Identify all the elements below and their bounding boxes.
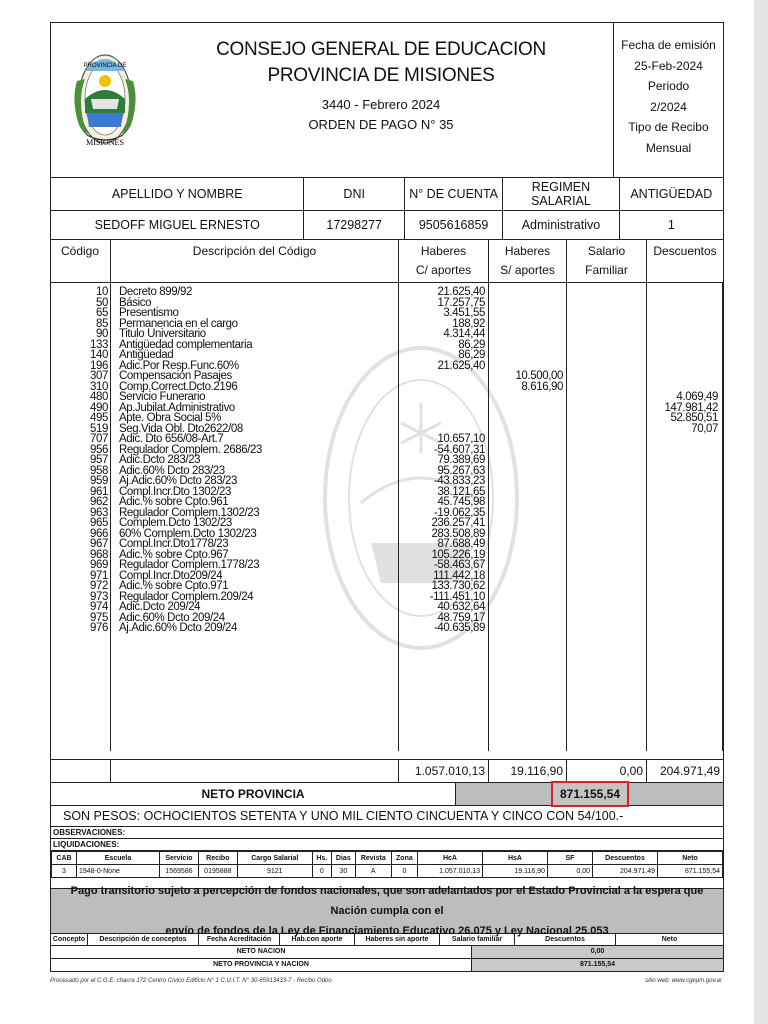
item-haberes-sin-aportes	[489, 550, 563, 561]
item-code: 959	[90, 475, 108, 487]
item-code: 968	[90, 548, 108, 561]
item-haberes-sin-aportes: 8.616,90	[521, 380, 563, 393]
item-description: Antigüedad complementaria	[119, 338, 253, 351]
item-descuento	[647, 623, 718, 634]
item-description: Adic.% sobre Cpto.961	[119, 496, 229, 508]
item-haberes-sin-aportes	[489, 350, 563, 361]
hca-column	[399, 283, 489, 751]
document-footer	[50, 978, 722, 984]
item-code: 965	[90, 517, 108, 529]
item-code: 10	[96, 286, 108, 298]
item-description: Seg.Vida Obl. Dto2622/08	[119, 422, 243, 435]
item-description: Ap.Jubilat.Administrativo	[119, 401, 235, 414]
item-description: Adic.Dcto 209/24	[119, 601, 201, 613]
pago-transitorio-notice	[51, 885, 723, 937]
item-description: Complem.Dcto 1302/23	[119, 517, 232, 529]
item-descuento	[647, 581, 718, 592]
total-sf: 0,00	[567, 760, 647, 782]
item-haberes-con-aportes: -43.833,23	[434, 475, 485, 487]
item-haberes-con-aportes: -111.451,10	[429, 590, 485, 603]
item-haberes-con-aportes: 48.759,17	[437, 611, 485, 624]
item-descuento	[647, 287, 718, 298]
neto-provincia-nacion-value: 871.155,54	[472, 959, 723, 971]
hsa-column	[489, 283, 567, 751]
item-description: Adic.% sobre Cpto.971	[119, 580, 229, 592]
regime-header: REGIMEN SALARIAL	[503, 178, 619, 210]
item-code: 958	[90, 464, 108, 477]
item-haberes-sin-aportes	[489, 287, 563, 298]
pago-transitorio-line1: Pago transitorio sujeto a percepción de fondos nacionales, que son adelantados por el Estado Provincial a la espera que Nación cumpla con el	[70, 885, 704, 917]
item-code: 963	[90, 506, 108, 519]
item-description: Permanencia en el cargo	[119, 317, 238, 330]
item-code: 971	[90, 569, 108, 582]
item-descuento	[647, 571, 718, 582]
item-code: 490	[90, 401, 108, 414]
col-hca: Haberes C/ aportes	[399, 240, 489, 282]
item-code: 967	[90, 538, 108, 550]
item-haberes-con-aportes	[399, 413, 485, 424]
item-description: Adic.60% Dcto 283/23	[119, 464, 225, 477]
item-descuento	[647, 455, 718, 466]
item-descuento	[647, 508, 718, 519]
item-haberes-sin-aportes	[489, 592, 563, 603]
item-description: 60% Complem.Dcto 1302/23	[119, 527, 257, 540]
item-haberes-con-aportes: 87.688,49	[437, 538, 485, 550]
item-descuento	[647, 298, 718, 309]
item-code: 310	[90, 380, 108, 393]
item-haberes-con-aportes: -40.635,89	[434, 622, 485, 634]
payslip-document	[50, 22, 724, 972]
seniority-header: ANTIGÜEDAD	[630, 187, 713, 201]
neto-provincia-label: NETO PROVINCIA	[51, 783, 456, 805]
item-haberes-con-aportes: 236.257,41	[431, 517, 485, 529]
item-description: Adic.% sobre Cpto.967	[119, 548, 229, 561]
org-title: CONSEJO GENERAL DE EDUCACION	[216, 39, 546, 60]
item-haberes-con-aportes: 17.257,75	[437, 296, 485, 309]
item-haberes-con-aportes: 86,29	[458, 338, 485, 351]
item-haberes-con-aportes: 10.657,10	[437, 433, 485, 445]
item-descuento	[647, 529, 718, 540]
item-code: 85	[96, 317, 108, 330]
name-header: APELLIDO Y NOMBRE	[51, 178, 304, 210]
employee-regime: Administrativo	[503, 211, 619, 239]
item-haberes-con-aportes: -54.607,31	[434, 443, 485, 456]
item-haberes-sin-aportes	[489, 476, 563, 487]
item-haberes-sin-aportes	[489, 623, 563, 634]
neto-provincia-nacion-label: NETO PROVINCIA Y NACION	[51, 959, 472, 971]
item-code: 196	[90, 359, 108, 372]
item-haberes-sin-aportes	[489, 424, 563, 435]
item-descuento	[647, 361, 718, 372]
liquidaciones-table	[51, 851, 723, 878]
item-descuento	[647, 308, 718, 319]
item-descuento	[647, 550, 718, 561]
item-description: Apte. Obra Social 5%	[119, 412, 221, 424]
item-descuento	[647, 319, 718, 330]
item-code: 707	[90, 433, 108, 445]
liquidaciones-data-row: 3 1948-0-None 1569586 0195888 9121 0 30 A 0 1.057.010,13 19.116,90 0,00 204.971,49 871.155,54	[52, 865, 723, 878]
neto-provincia-nacion-row	[51, 959, 723, 972]
item-description: Regulador Complem.1302/23	[119, 506, 260, 519]
neto-nacion-value: 0,00	[472, 946, 723, 958]
item-haberes-con-aportes: -19.062,35	[434, 506, 485, 519]
period-value: 2/2024	[650, 99, 687, 114]
item-haberes-sin-aportes	[489, 308, 563, 319]
item-descuento	[647, 539, 718, 550]
item-descuento: 52.850,51	[670, 412, 718, 424]
employee-account: 9505616859	[405, 211, 503, 239]
descuentos-column	[647, 283, 723, 751]
issue-date-label: Fecha de emisión	[621, 38, 716, 52]
item-haberes-con-aportes: -58.463,67	[434, 559, 485, 571]
observaciones-label: OBSERVACIONES:	[51, 827, 723, 839]
col-descuentos: Descuentos	[653, 244, 717, 258]
employee-seniority: 1	[667, 218, 675, 232]
item-haberes-sin-aportes: 10.500,00	[515, 370, 563, 382]
amount-in-words: SON PESOS: OCHOCIENTOS SETENTA Y UNO MIL CIENTO CINCUENTA Y CINCO CON 54/100.-	[51, 806, 723, 827]
codes-column	[51, 283, 111, 751]
item-haberes-con-aportes: 21.625,40	[437, 286, 485, 298]
item-code: 519	[90, 422, 108, 435]
item-descuento	[647, 497, 718, 508]
descriptions-column	[111, 283, 399, 751]
item-haberes-con-aportes: 4.314,44	[443, 328, 485, 340]
item-descuento	[647, 329, 718, 340]
item-haberes-sin-aportes	[489, 487, 563, 498]
item-haberes-sin-aportes	[489, 403, 563, 414]
item-haberes-con-aportes: 40.632,64	[437, 601, 485, 613]
item-haberes-sin-aportes	[489, 497, 563, 508]
item-haberes-sin-aportes	[489, 571, 563, 582]
header-title-block	[211, 37, 551, 135]
item-descuento	[647, 560, 718, 571]
col-codigo: Código	[51, 240, 111, 282]
col-salario-familiar: Salario Familiar	[567, 240, 647, 282]
receipt-type-value: Mensual	[645, 140, 692, 155]
item-haberes-con-aportes: 188,92	[452, 317, 485, 330]
item-haberes-con-aportes: 111.442,18	[433, 569, 485, 582]
item-descuento: 70,07	[691, 422, 718, 435]
issue-info	[613, 23, 723, 177]
item-code: 480	[90, 391, 108, 403]
seal-bottom-text: MISIONES	[86, 138, 124, 147]
neto-nacion-row	[51, 946, 723, 959]
pago-transitorio-line2: envío de fondos de la Ley de Financiamiento Educativo 26.075 y Ley Nacional 25.053	[165, 925, 609, 937]
item-descuento	[647, 445, 718, 456]
item-description: Regulador Complem. 2686/23	[119, 443, 263, 456]
item-code: 969	[90, 559, 108, 571]
employee-name: SEDOFF MIGUEL ERNESTO	[51, 211, 304, 239]
items-column-headers	[51, 240, 723, 282]
item-description: Regulador Complem.209/24	[119, 590, 254, 603]
item-descuento: 4.069,49	[676, 391, 718, 403]
item-code: 307	[90, 370, 108, 382]
item-descuento	[647, 487, 718, 498]
item-code: 140	[90, 349, 108, 361]
items-body	[51, 282, 723, 751]
item-code: 957	[90, 454, 108, 466]
item-description: Adic.Por Resp.Func.60%	[119, 359, 239, 372]
item-description: Titulo Universitario	[119, 328, 206, 340]
total-hca: 1.057.010,13	[399, 760, 489, 782]
col-descripcion: Descripción del Código	[111, 240, 399, 282]
item-description: Compl.Incr.Dto 1302/23	[119, 485, 232, 498]
province-title: PROVINCIA DE MISIONES	[267, 65, 495, 86]
liquidaciones-header-row: CAB Escuela Servicio Recibo Cargo Salarial Hs. Dias Revista Zona HcA HsA SF Descuentos Neto	[52, 852, 723, 865]
dni-header: DNI	[304, 178, 404, 210]
period-label: Periodo	[647, 79, 690, 93]
item-descuento	[647, 518, 718, 529]
totals-row	[51, 759, 723, 783]
item-haberes-sin-aportes	[489, 445, 563, 456]
payslip-header	[51, 22, 723, 178]
item-description: Adic. Dto 656/08-Art.7	[119, 433, 224, 445]
neto-provincia-value: 871.155,54	[551, 781, 629, 807]
item-code: 133	[90, 338, 108, 351]
item-haberes-con-aportes	[399, 371, 485, 382]
employee-header-row	[51, 178, 723, 211]
item-haberes-con-aportes: 38.121,65	[437, 485, 485, 498]
item-description: Básico	[119, 296, 152, 309]
item-code: 976	[90, 622, 108, 634]
item-haberes-con-aportes	[399, 392, 485, 403]
employee-dni: 17298277	[304, 211, 404, 239]
sf-column	[567, 283, 647, 751]
item-haberes-con-aportes: 95.267,63	[437, 464, 485, 477]
col-hsa: Haberes S/ aportes	[489, 240, 567, 282]
item-haberes-sin-aportes	[489, 613, 563, 624]
item-descuento: 147.981,42	[664, 401, 718, 414]
liquidaciones-label: LIQUIDACIONES:	[51, 839, 723, 851]
item-code: 90	[96, 328, 108, 340]
item-descuento	[647, 602, 718, 613]
neto-provincia-row	[51, 783, 723, 806]
item-descuento	[647, 434, 718, 445]
item-haberes-sin-aportes	[489, 508, 563, 519]
item-haberes-sin-aportes	[489, 581, 563, 592]
item-description: Decreto 899/92	[119, 286, 193, 298]
item-description: Aj.Adic.60% Dcto 209/24	[119, 622, 238, 634]
item-haberes-con-aportes: 21.625,40	[437, 359, 485, 372]
item-haberes-con-aportes	[399, 382, 485, 393]
item-code: 974	[90, 601, 108, 613]
footer-website: sitio web: www.cgepm.gov.ar	[645, 978, 722, 984]
item-description: Adic.Dcto 283/23	[119, 454, 201, 466]
item-description: Regulador Complem.1778/23	[119, 559, 260, 571]
item-description: Aj.Adic.60% Dcto 283/23	[119, 475, 238, 487]
item-code: 962	[90, 496, 108, 508]
item-haberes-con-aportes: 86,29	[458, 349, 485, 361]
item-haberes-sin-aportes	[489, 434, 563, 445]
total-descuentos: 204.971,49	[659, 764, 720, 778]
item-haberes-sin-aportes	[489, 340, 563, 351]
item-code: 495	[90, 412, 108, 424]
item-haberes-con-aportes	[399, 403, 485, 414]
item-descuento	[647, 350, 718, 361]
item-haberes-sin-aportes	[489, 392, 563, 403]
item-code: 972	[90, 580, 108, 592]
issue-date-value: 25-Feb-2024	[634, 58, 703, 73]
item-descuento	[647, 340, 718, 351]
item-code: 975	[90, 611, 108, 624]
item-descuento	[647, 371, 718, 382]
item-haberes-con-aportes: 283.508,89	[431, 527, 485, 540]
total-hsa: 19.116,90	[489, 760, 567, 782]
item-haberes-con-aportes: 45.745,98	[437, 496, 485, 508]
item-description: Presentismo	[119, 307, 179, 319]
payment-order: ORDEN DE PAGO N° 35	[308, 117, 454, 132]
item-code: 966	[90, 527, 108, 540]
item-descuento	[647, 476, 718, 487]
page-edge	[754, 0, 768, 1024]
account-header: N° DE CUENTA	[405, 178, 503, 210]
item-haberes-sin-aportes	[489, 298, 563, 309]
item-haberes-sin-aportes	[489, 413, 563, 424]
item-description: Compl.Incr.Dto209/24	[119, 569, 223, 582]
item-description: Servicio Funerario	[119, 391, 206, 403]
item-descuento	[647, 613, 718, 624]
item-haberes-con-aportes: 105.226,19	[431, 548, 485, 561]
item-haberes-sin-aportes	[489, 329, 563, 340]
item-haberes-sin-aportes	[489, 539, 563, 550]
item-haberes-sin-aportes	[489, 518, 563, 529]
item-code: 961	[90, 485, 108, 498]
item-haberes-sin-aportes	[489, 466, 563, 477]
item-haberes-con-aportes: 133.730,62	[431, 580, 485, 592]
item-code: 973	[90, 590, 108, 603]
item-haberes-con-aportes: 79.389,69	[437, 454, 485, 466]
item-description: Comp.Correct.Dcto.2196	[119, 380, 238, 393]
period-line: 3440 - Febrero 2024	[321, 97, 441, 112]
employee-value-row	[51, 211, 723, 240]
footer-processed-by: Procesado por el C.G.E. chacra 172 Centro Cívico Edificio N° 1 C.U.I.T. N° 30-65913433-7 - Recibo Odoo	[50, 978, 332, 984]
item-code: 50	[96, 296, 108, 309]
item-description: Antigüedad	[119, 349, 174, 361]
receipt-type-label: Tipo de Recibo	[628, 120, 709, 134]
item-descuento	[647, 592, 718, 603]
item-haberes-sin-aportes	[489, 560, 563, 571]
item-haberes-sin-aportes	[489, 319, 563, 330]
neto-nacion-label: NETO NACION	[51, 946, 472, 958]
item-description: Compensación Pasajes	[119, 370, 232, 382]
item-haberes-con-aportes: 3.451,55	[443, 307, 485, 319]
item-haberes-sin-aportes	[489, 529, 563, 540]
item-code: 956	[90, 443, 108, 456]
item-haberes-sin-aportes	[489, 455, 563, 466]
item-description: Compl.Incr.Dto1778/23	[119, 538, 229, 550]
item-code: 65	[96, 307, 108, 319]
item-descuento	[647, 466, 718, 477]
seal-top-text: PROVINCIA DE	[83, 63, 127, 69]
conceptos-header-row: Concepto Descripción de conceptos Fecha Acreditación Hab.con aporte Haberes sin aporte Salario familiar Descuentos Neto	[51, 934, 723, 946]
item-description: Adic.60% Dcto 209/24	[119, 611, 225, 624]
provincial-seal-logo	[67, 41, 143, 157]
item-haberes-sin-aportes	[489, 602, 563, 613]
